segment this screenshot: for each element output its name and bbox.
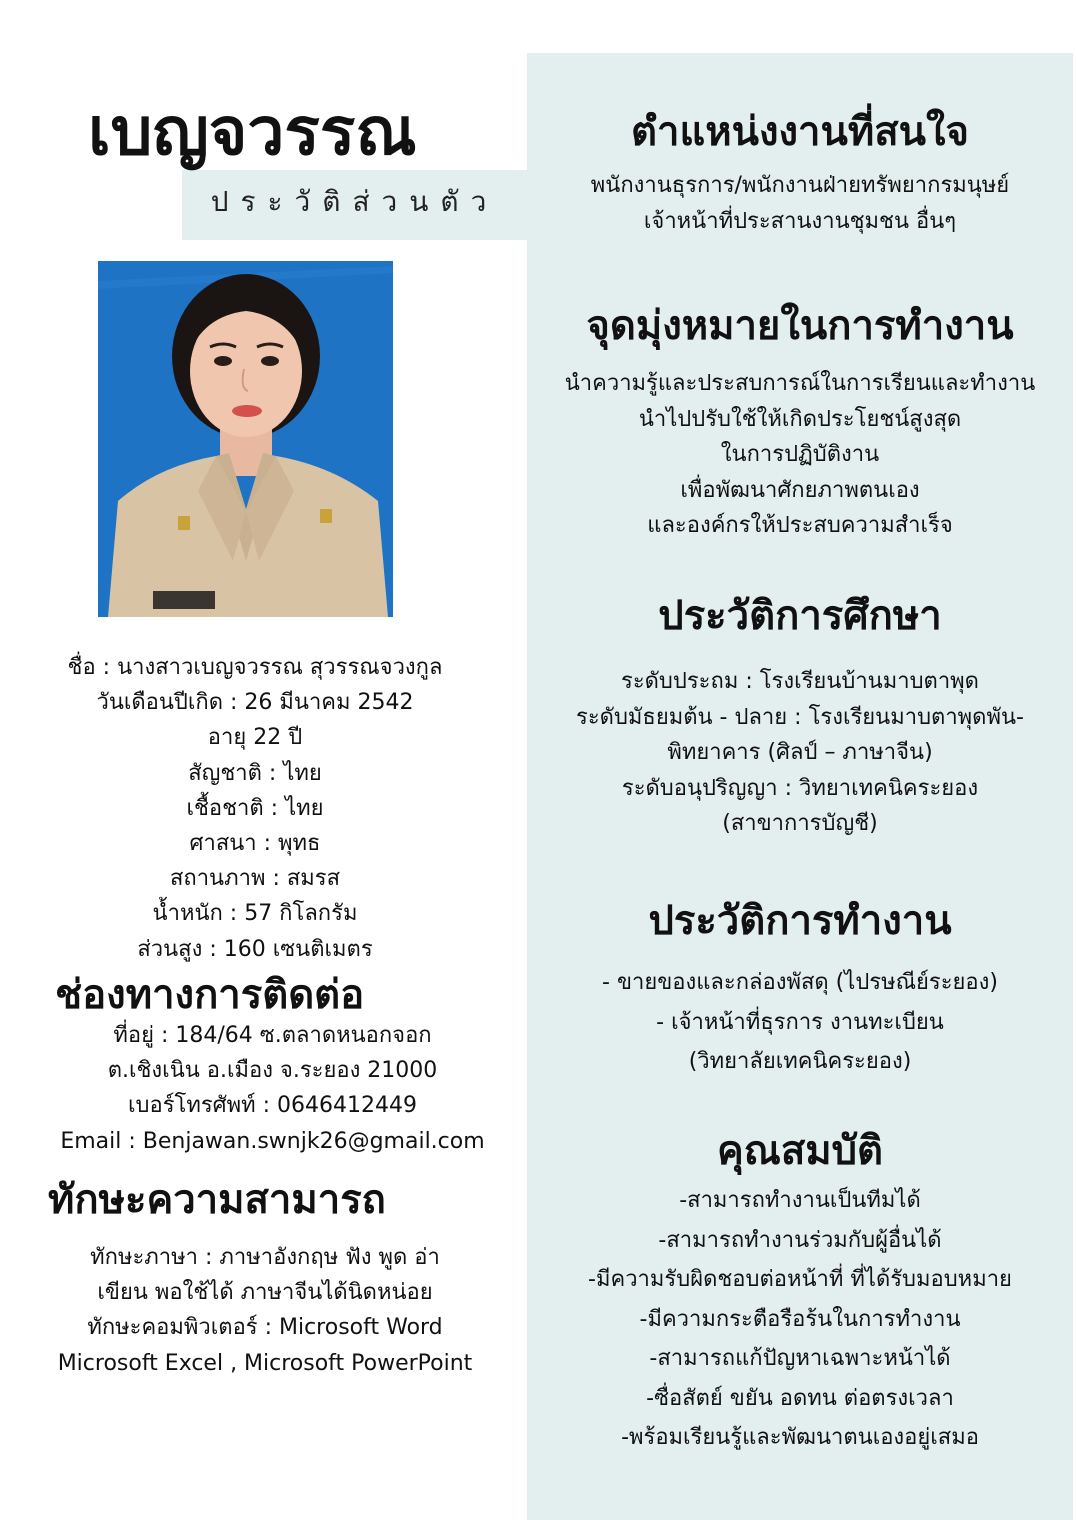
work-line-2: - เจ้าหน้าที่ธุรการ งานทะเบียน <box>656 1009 944 1035</box>
qualities-section <box>527 1125 1073 1456</box>
education-line-2: ระดับมัธยมต้น - ปลาย : โรงเรียนมาบตาพุดพัน- <box>576 704 1024 730</box>
goal-line-2: นำไปปรับใช้ให้เกิดประโยชน์สูงสุด <box>638 406 962 432</box>
education-line-5: (สาขาการบัญชี) <box>722 811 878 836</box>
qualities-line-6: -ซื่อสัตย์ ขยัน อดทน ต่อตรงเวลา <box>646 1385 954 1411</box>
contact-email: Email : Benjawan.swnjk26@gmail.com <box>60 1128 485 1154</box>
personal-status: สถานภาพ : สมรส <box>169 866 341 892</box>
goal-line-1: นำความรู้และประสบการณ์ในการเรียนและทำงาน <box>564 371 1036 396</box>
qualities-line-5: -สามารถแก้ปัญหาเฉพาะหน้าได้ <box>649 1346 951 1371</box>
qualities-line-4: -มีความกระตือรือร้นในการทำงาน <box>639 1306 961 1332</box>
personal-name: ชื่อ : นางสาวเบญจวรรณ สุวรรณจวงกูล <box>67 655 443 680</box>
personal-age: อายุ 22 ปี <box>207 725 303 751</box>
position-line-2: เจ้าหน้าที่ประสานงานชุมชน อื่นๆ <box>643 208 957 234</box>
qualities-line-1: -สามารถทำงานเป็นทีมได้ <box>679 1188 921 1213</box>
qualities-line-3: -มีความรับผิดชอบต่อหน้าที่ ที่ได้รับมอบหมาย <box>588 1267 1012 1292</box>
contact-heading: ช่องทางการติดต่อ <box>55 972 365 1018</box>
education-line-3: พิทยาคาร (ศิลป์ – ภาษาจีน) <box>667 740 933 765</box>
goal-line-5: และองค์กรให้ประสบความสำเร็จ <box>647 513 953 538</box>
skills-heading: ทักษะความสามารถ <box>48 1177 386 1223</box>
position-line-1: พนักงานธุรการ/พนักงานฝ่ายทรัพยากรมนุษย์ <box>590 173 1010 198</box>
goal-heading: จุดมุ่งหมายในการทำงาน <box>586 303 1014 349</box>
personal-height: ส่วนสูง : 160 เซนติเมตร <box>137 936 373 962</box>
goal-line-3: ในการปฏิบัติงาน <box>720 442 880 467</box>
skills-language-1: ทักษะภาษา : ภาษาอังกฤษ ฟัง พูด อ่า <box>90 1245 440 1270</box>
personal-weight: น้ำหนัก : 57 กิโลกรัม <box>152 901 358 927</box>
work-heading: ประวัติการทำงาน <box>648 898 952 944</box>
qualities-line-2: -สามารถทำงานร่วมกับผู้อื่นได้ <box>658 1227 942 1253</box>
position-heading: ตำแหน่งงานที่สนใจ <box>631 109 969 155</box>
contact-info <box>30 1018 515 1159</box>
position-section <box>527 106 1073 239</box>
qualities-heading: คุณสมบัติ <box>716 1128 883 1174</box>
education-heading: ประวัติการศึกษา <box>658 593 942 639</box>
goal-line-4: เพื่อพัฒนาศักยภาพตนเอง <box>680 477 920 503</box>
contact-phone: เบอร์โทรศัพท์ : 0646412449 <box>128 1093 417 1119</box>
work-line-3: (วิทยาลัยเทคนิคระยอง) <box>688 1049 912 1074</box>
skills-language-2: เขียน พอใช้ได้ ภาษาจีนได้นิดหน่อย <box>97 1280 433 1306</box>
personal-religion: ศาสนา : พุทธ <box>189 831 321 857</box>
work-section <box>527 895 1073 1080</box>
contact-address-1: ที่อยู่ : 184/64 ซ.ตลาดหนอกจอก <box>113 1023 432 1048</box>
contact-address-2: ต.เชิงเนิน อ.เมือง จ.ระยอง 21000 <box>107 1058 438 1084</box>
education-section <box>527 590 1073 842</box>
goal-section <box>527 300 1073 544</box>
portrait-illustration <box>98 261 393 617</box>
skills-computer-2: Microsoft Excel , Microsoft PowerPoint <box>57 1350 473 1376</box>
resume-name-heading: เบญจวรรณ <box>88 93 417 170</box>
skills-computer-1: ทักษะคอมพิวเตอร์ : Microsoft Word <box>87 1315 443 1341</box>
work-line-1: - ขายของและกล่องพัสดุ (ไปรษณีย์ระยอง) <box>602 970 998 995</box>
education-line-4: ระดับอนุปริญญา : วิทยาเทคนิคระยอง <box>621 775 979 801</box>
education-line-1: ระดับประถม : โรงเรียนบ้านมาบตาพุด <box>621 669 979 694</box>
personal-nationality: สัญชาติ : ไทย <box>188 760 322 786</box>
personal-ethnicity: เชื้อชาติ : ไทย <box>186 795 324 821</box>
personal-info <box>20 650 490 967</box>
profile-photo <box>98 261 393 617</box>
resume-subtitle: ประวัติส่วนตัว <box>210 185 499 218</box>
personal-birthdate: วันเดือนปีเกิด : 26 มีนาคม 2542 <box>96 690 414 716</box>
qualities-line-7: -พร้อมเรียนรู้และพัฒนาตนเองอยู่เสมอ <box>621 1425 979 1450</box>
skills-info <box>20 1240 510 1381</box>
